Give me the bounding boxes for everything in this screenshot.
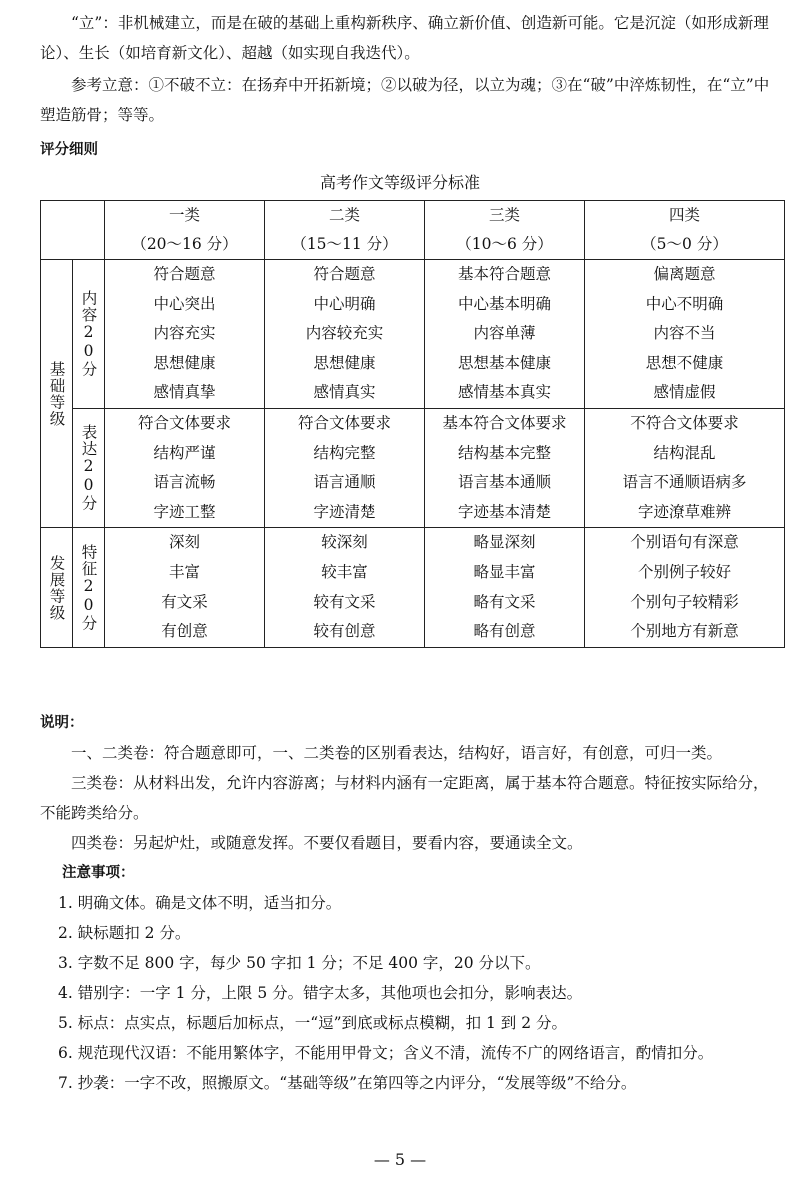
list-item: 4. 错别字：一字 1 分，上限 5 分。错字太多，其他项也会扣分，影响表达。 [58, 984, 583, 1002]
row-label-content [73, 260, 105, 409]
table-header-row [41, 201, 785, 260]
cell-line: 个别句子较精彩 [630, 592, 739, 611]
cell-line: 有文采 [161, 592, 208, 611]
header-range: （20～16 分） [131, 235, 238, 253]
cell-line: 中心明确 [313, 294, 376, 313]
list-item: 7. 抄袭：一字不改，照搬原文。“基础等级”在第四等之内评分，“发展等级”不给分。 [58, 1074, 637, 1092]
row-label-feature [73, 528, 105, 647]
cell-line: 较有创意 [313, 622, 376, 641]
cell-line: 符合题意 [313, 265, 376, 283]
cell-line: 结构基本完整 [457, 443, 551, 462]
page-number: — 5 — [373, 1150, 427, 1169]
cell-line: 较深刻 [321, 533, 368, 552]
cell-line: 结构完整 [313, 443, 376, 462]
group-label-development [41, 528, 73, 647]
cell-line: 基本符合文体要求 [442, 413, 567, 432]
cell-line: 略有创意 [473, 622, 536, 641]
header-class-4 [585, 201, 785, 260]
header-name: 三类 [488, 206, 520, 224]
table-title: 高考作文等级评分标准 [319, 173, 480, 192]
cell-line: 有创意 [161, 622, 208, 641]
cell-line: 结构混乱 [653, 443, 716, 462]
table-cell [265, 408, 425, 527]
cell-line: 内容20分 [79, 290, 98, 378]
cell-line: 较有文采 [313, 592, 376, 611]
cell-line: 语言流畅 [153, 473, 216, 492]
table-cell [265, 260, 425, 409]
header-name: 四类 [668, 206, 700, 224]
table-cell [585, 260, 785, 409]
table-cell [425, 528, 585, 647]
row-label-expression [73, 408, 105, 527]
cell-line: 内容单薄 [473, 324, 536, 343]
cell-line: 深刻 [168, 533, 200, 552]
cell-line: 内容较充实 [305, 324, 384, 343]
cell-line: 个别例子较好 [637, 562, 731, 581]
header-range: （5～0 分） [641, 235, 728, 253]
notes-paragraph-1: 一、二类卷：符合题意即可，一、二类卷的区别看表达，结构好，语言好，有创意，可归一类。 [71, 744, 723, 762]
cell-line: 不符合文体要求 [630, 413, 739, 432]
cell-line: 语言不通顺语病多 [622, 473, 747, 492]
cell-line: 符合题意 [153, 265, 216, 283]
header-range: （10～6 分） [456, 235, 553, 253]
list-item: 2. 缺标题扣 2 分。 [58, 924, 191, 942]
cell-line: 个别语句有深意 [630, 533, 739, 552]
list-item: 3. 字数不足 800 字，每少 50 字扣 1 分；不足 400 字，20 分以下。 [58, 954, 541, 972]
cell-line: 字迹潦草难辨 [637, 502, 731, 521]
table-row-content [41, 260, 785, 409]
header-name: 二类 [328, 206, 360, 224]
cell-line: 较丰富 [321, 562, 368, 581]
cell-line: 字迹基本清楚 [457, 502, 551, 521]
header-class-1 [105, 201, 265, 260]
cell-line: 个别地方有新意 [630, 622, 739, 641]
intro-paragraph-li: “立”：非机械建立，而是在破的基础上重构新秩序、确立新价值、创造新可能。它是沉淀（如形成新理论）、生长（如培育新文化）、超越（如实现自我迭代）。 [40, 14, 769, 62]
table-cell [105, 408, 265, 527]
table-row-feature [41, 528, 785, 647]
notes-paragraph-2: 三类卷：从材料出发，允许内容游离；与材料内涵有一定距离，属于基本符合题意。特征按实际给分，不能跨类给分。 [40, 774, 769, 822]
cell-line: 表达20分 [79, 424, 98, 512]
cell-line: 符合文体要求 [297, 413, 391, 432]
cell-line: 感情真实 [313, 383, 376, 402]
attention-list [58, 888, 788, 1098]
cell-line: 字迹清楚 [313, 502, 376, 521]
cell-line: 中心不明确 [645, 294, 724, 313]
table-cell [425, 408, 585, 527]
table-cell [105, 260, 265, 409]
cell-line: 略显丰富 [473, 562, 536, 581]
cell-line: 感情真挚 [153, 383, 216, 402]
cell-line: 语言基本通顺 [457, 473, 551, 492]
cell-line: 略有文采 [473, 592, 536, 611]
table-corner-cell [41, 201, 105, 260]
table-cell [585, 408, 785, 527]
cell-line: 丰富 [168, 562, 200, 581]
cell-line: 内容不当 [653, 324, 716, 343]
table-cell [105, 528, 265, 647]
cell-line: 基本符合题意 [457, 265, 551, 283]
cell-line: 结构严谨 [153, 443, 216, 462]
cell-line: 特征20分 [79, 543, 98, 632]
cell-line: 语言通顺 [313, 473, 376, 492]
cell-line: 思想不健康 [645, 353, 724, 372]
cell-line: 偏离题意 [653, 265, 716, 283]
scoring-table [40, 200, 785, 648]
table-cell [265, 528, 425, 647]
group-label-basic [41, 260, 73, 528]
list-item: 6. 规范现代汉语：不能用繁体字，不能用甲骨文；含义不清，流传不广的网络语言，酌情扣分。 [58, 1044, 714, 1062]
notes-title: 说明： [40, 715, 84, 731]
cell-line: 字迹工整 [153, 502, 216, 521]
table-cell [425, 260, 585, 409]
cell-line: 中心基本明确 [457, 294, 551, 313]
notes-paragraph-3: 四类卷：另起炉灶，或随意发挥。不要仅看题目，要看内容，要通读全文。 [71, 834, 583, 852]
table-cell [585, 528, 785, 647]
header-name: 一类 [168, 206, 200, 224]
cell-line: 基础等级 [47, 360, 66, 427]
attention-title: 注意事项： [62, 865, 135, 881]
cell-line: 感情基本真实 [457, 383, 551, 402]
list-item: 1. 明确文体。确是文体不明，适当扣分。 [58, 894, 342, 912]
list-item: 5. 标点：点实点，标题后加标点，一“逗”到底或标点模糊，扣 1 到 2 分。 [58, 1014, 567, 1032]
cell-line: 思想健康 [313, 353, 376, 372]
cell-line: 符合文体要求 [137, 413, 231, 432]
table-row-expression [41, 408, 785, 527]
header-class-2 [265, 201, 425, 260]
cell-line: 内容充实 [153, 324, 216, 343]
cell-line: 中心突出 [153, 294, 216, 313]
cell-line: 思想健康 [153, 353, 216, 372]
cell-line: 略显深刻 [473, 533, 536, 552]
header-range: （15～11 分） [291, 235, 398, 253]
header-class-3 [425, 201, 585, 260]
cell-line: 思想基本健康 [457, 353, 551, 372]
cell-line: 感情虚假 [653, 383, 716, 402]
section-title-scoring: 评分细则 [40, 142, 98, 158]
intro-paragraph-reference: 参考立意：①不破不立：在扬弃中开拓新境；②以破为径，以立为魂；③在“破”中淬炼韧性，在“立”中塑造筋骨；等等。 [40, 76, 770, 124]
cell-line: 发展等级 [47, 554, 66, 621]
